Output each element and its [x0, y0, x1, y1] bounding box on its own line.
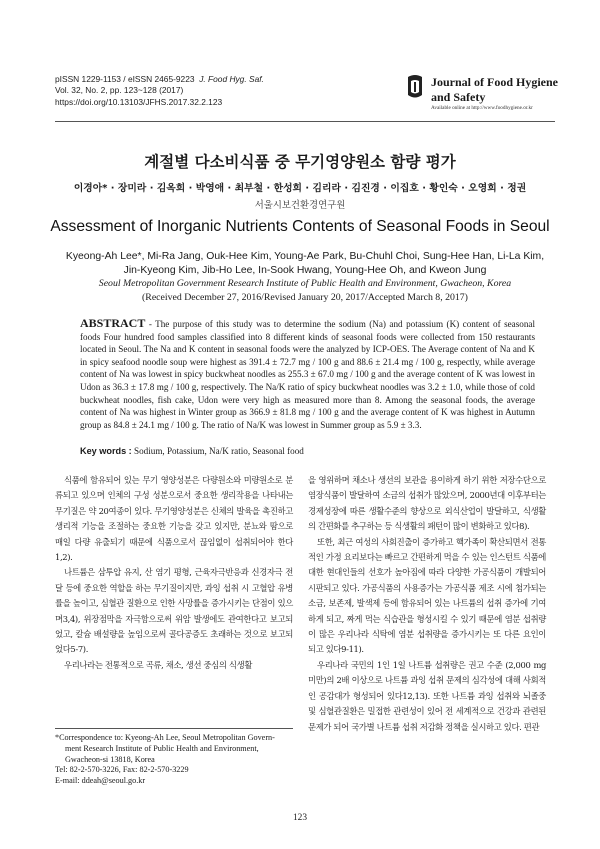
abstract-text: - The purpose of this study was to determine the sodium (Na) and potassium (K) content of seasonal foods Four hundred food samples classified into 8 different kinds of seasonal foods were collected from 150 restaurants located in Seoul. The Na and K content in seasonal foods were the analyzed by ICP-OES. The Average content of Na and K in spicy seafood noodle soup were highest as 391.4 ± 72.7 mg / 100 g and 88.6 ± 21.4 mg / 100 g, respectly, while average content of Na was lowest in spicy buckwheat noodles as 255.3 ± 67.0 mg / 100 g and the average content of K was lowest in Udon as 36.3 ± 17.8 mg / 100 g, respectively. The Na/K ratio of spicy buckwheat noodles was 3.2 ± 1.0, while those of cold buckwheat noodles, fish cake, Udon were very high as measured more than 8. Among the seasonal foods, the average content of Na was highest in Winter group as 366.9 ± 81.8 mg / 100 g and the average content of K was highest in Autumn group as 84.8 ± 24.1 mg / 100 g. The ratio of Na/K was lowest in Summer group as 5.9 ± 3.3. [80, 319, 535, 430]
authors-english-line1: Kyeong-Ah Lee*, Mi-Ra Jang, Ouk-Hee Kim, Young-Ae Park, Bu-Chuhl Choi, Sung-Hee Han, Li-La Kim, [65, 251, 545, 262]
paragraph: 식품에 함유되어 있는 무기 영양성분은 다량원소와 미량원소로 분류되고 있으며 인체의 구성 성분으로서 중요한 생리작용을 나타내는 무기질은 약 20여종이 있다. 무기영양성분은 신체의 발육을 촉진하고 생리적 기능을 조절하는 중요한 기능을 갖고 있지만, 분뇨와 땀으로 매일 다량 유출되기 때문에 식품으로서 끊임없이 섭취되어야 한다1,2). [55, 475, 293, 563]
footnote-line3: Gwacheon-si 13818, Korea [65, 754, 155, 764]
journal-meta [55, 74, 264, 108]
title-korean: 계절별 다소비식품 중 무기영양원소 함량 평가 [144, 153, 456, 171]
footnote-line1: *Correspondence to: Kyeong-Ah Lee, Seoul Metropolitan Govern- [55, 733, 275, 742]
paragraph: 을 영위하며 채소나 생선의 보관을 용이하게 하기 위한 저장수단으로 염장식품이 발달하여 소금의 섭취가 많았으며, 2000년대 이후부터는 경제성장에 따른 생활수준의 향상으로 외식산업이 발달하고, 식생활의 간편화를 추구하는 등 식생활의 패턴이 많이 변화하고 있다8). [308, 475, 546, 532]
title-english: Assessment of Inorganic Nutrients Contents of Seasonal Foods in Seoul [50, 218, 550, 235]
paragraph: 우리나라 국민의 1인 1일 나트륨 섭취량은 권고 수준 (2,000 mg 미만)의 2배 이상으로 나트륨 과잉 섭취 문제의 심각성에 대해 사회적인 공감대가 형성되어 있다12,13). 또한 나트륨 과잉 섭취와 뇌졸중 및 심혈관질환은 밀접한 관련성이 있어 전 세계적으로 건강과 관련된 문제가 되어 국가별 나트륨 섭취 저감화 정책을 실시하고 있다. 편관 [308, 659, 546, 732]
received-dates: (Received December 27, 2016/Revised January 20, 2017/Accepted March 8, 2017) [142, 292, 468, 303]
body-column-right [308, 473, 546, 735]
page-number: 123 [292, 813, 308, 823]
paragraph: 나트륨은 삼투압 유지, 산 염기 평형, 근육자극반응과 신경자극 전달 등에 중요한 역할을 하는 무기질이지만, 과잉 섭취 시 고혈압 유병률을 높이고, 심혈관 질환으로 인한 사망률을 증가시키는 단점이 있으며3,4), 위장점막을 자극함으로써 위암 발생에도 관여한다고 보고되었고, 칼슘 배설량을 높임으로써 골다공증도 초래하는 것으로 보고되었다5-7). [55, 567, 293, 655]
keywords-text: Sodium, Potassium, Na/K ratio, Seasonal food [131, 446, 304, 456]
paragraph: 또한, 최근 여성의 사회진출이 증가하고 핵가족이 확산되면서 전통적인 가정 요리보다는 빠르고 간편하게 먹을 수 있는 인스턴트 식품에 대한 현대인들의 선호가 높아짐에 따라 다양한 가공식품이 개발되어 시판되고 있다. 가공식품의 사용증가는 가공식품 제조 시에 첨가되는 소금, 보존제, 발색제 등에 함유되어 있는 나트륨의 섭취 증가에 기여하게 되고, 짜게 먹는 식습관을 형성시킬 수 있기 때문에 염분 섭취량이 많은 우리나라 식탁에 염분 섭취량을 증가시키는 또 다른 요인이 되고 있다9-11). [308, 536, 546, 655]
logo-line2: and Safety [431, 90, 486, 104]
logo-url[interactable]: Available online at http://www.foodhygiene.or.kr [431, 105, 533, 111]
correspondence-footnote [55, 733, 295, 787]
footnote-rule [55, 728, 293, 729]
paragraph: 우리나라는 전통적으로 곡류, 채소, 생선 중심의 식생활 [64, 659, 253, 670]
body-column-left [55, 473, 293, 673]
journal-abbrev: J. Food Hyg. Saf. [199, 74, 264, 84]
footnote-email[interactable]: E-mail: ddeah@seoul.go.kr [55, 776, 146, 786]
authors-korean: 이경아* · 장미라 · 김옥희 · 박영애 · 최부철 · 한성희 · 김리라 · 김진경 · 이집호 · 황인숙 · 오영희 · 정권 [73, 183, 527, 194]
issn: pISSN 1229-1153 / eISSN 2465-9223 [55, 74, 195, 84]
logo-line1: Journal of Food Hygiene [431, 75, 559, 89]
journal-logo [405, 73, 559, 115]
affiliation-korean: 서울시보건환경연구원 [254, 200, 346, 211]
header-rule [55, 121, 555, 122]
keywords-label: Key words : [80, 446, 132, 456]
journal-logo-icon [405, 73, 425, 101]
doi-link[interactable]: https://doi.org/10.13103/JFHS.2017.32.2.123 [55, 96, 223, 107]
keywords [80, 446, 535, 456]
footnote-line2: ment Research Institute of Public Health and Environment, [65, 743, 259, 753]
volume-info: Vol. 32, No. 2, pp. 123~128 (2017) [55, 85, 184, 96]
affiliation-english: Seoul Metropolitan Government Research Institute of Public Health and Environment, Gwacheon, Korea [98, 278, 512, 289]
abstract-heading: ABSTRACT [80, 316, 146, 330]
abstract [80, 317, 535, 431]
authors-english-line2: Jin-Kyeong Kim, Jib-Ho Lee, In-Sook Hwang, Young-Hee Oh, and Kweon Jung [123, 265, 487, 277]
authors-english [55, 250, 555, 278]
footnote-tel: Tel: 82-2-570-3226, Fax: 82-2-570-3229 [55, 765, 189, 775]
